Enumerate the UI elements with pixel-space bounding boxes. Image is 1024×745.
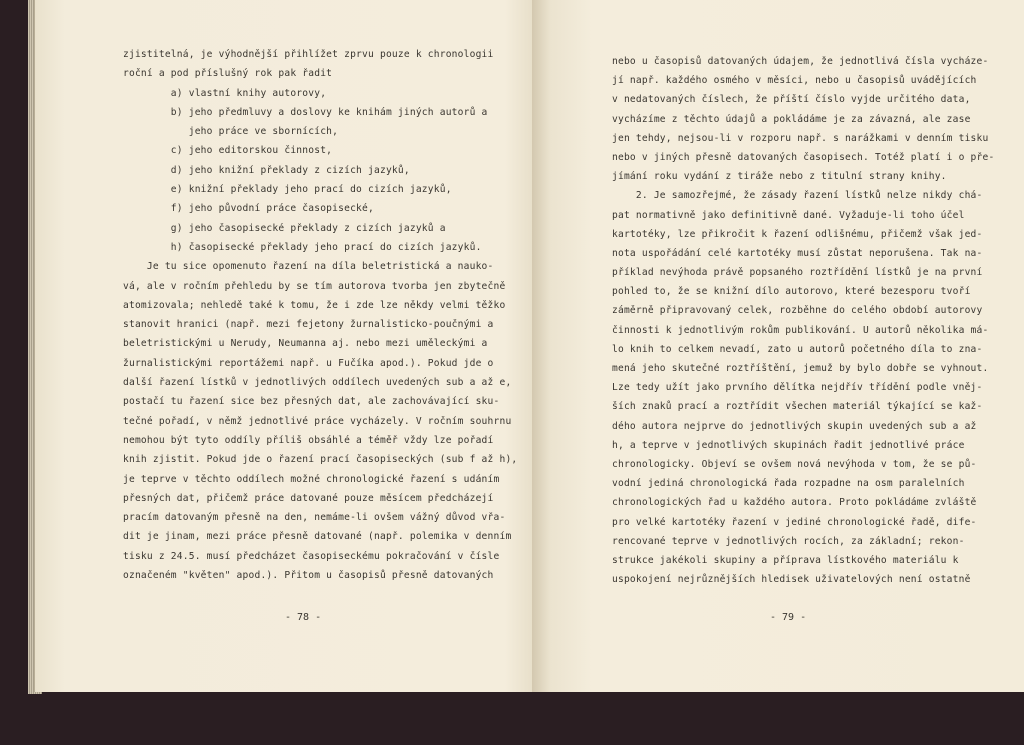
text-line: stanovit hranici (např. mezi fejetony žurnalisticko-poučnými a [123,319,494,331]
right-page-text [612,52,994,589]
text-line: pat normativně jako definitivně dané. Vyžaduje-li toho účel [612,209,965,221]
text-line: nebo u časopisů datovaných údajem, že jednotlivá čísla vycháze- [612,56,989,67]
open-book [14,0,1024,692]
text-line: dit je jinam, mezi práce přesně datované (např. polemika v denním [123,531,512,543]
text-line: jímání roku vydání z tiráže nebo z titulní strany knihy. [612,171,947,183]
text-line: zjistitelná, je výhodnější přihlížet zprvu pouze k chronologii [123,49,494,60]
text-line: atomizovala; nehledě také k tomu, že i zde lze někdy velmi těžko [123,299,506,311]
text-line: knih zjistit. Pokud jde o řazení prací časopiseckých (sub f až h), [123,454,518,466]
text-line: v nedatovaných číslech, že příští číslo vyjde určitého data, [612,94,971,106]
text-line: činnosti k jednotlivým rokům publikování. U autorů několika má- [612,324,989,336]
text-line: dého autora nejprve do jednotlivých skupin uvedených sub a až [612,420,977,432]
text-line: nemohou být tyto oddíly příliš obsáhlé a téměř vždy lze pořadí [123,434,494,446]
text-line: jí např. každého osmého v měsíci, nebo u časopisů uvádějících [612,75,977,87]
text-line: tisku z 24.5. musí předcházet časopiseckému pokračování v čísle [123,550,500,562]
left-page [34,0,546,692]
text-line: chronologicky. Objeví se ovšem nová nevýhoda v tom, že se pů- [612,458,977,470]
text-line: 2. Je samozřejmé, že zásady řazení lístků nelze nikdy chá- [612,190,983,202]
text-line: pro velké kartotéky řazení v jediné chronologické řadě, dife- [612,516,977,528]
text-line: uspokojení nejrůznějších hledisek uživatelových není ostatně [612,574,971,586]
text-line: jeho práce ve sbornících, [123,126,339,138]
text-line: označeném "květen" apod.). Přitom u časopisů přesně datovaných [123,570,494,582]
text-line: žurnalistickými reportážemi např. u Fučíka apod.). Pokud jde o [123,357,494,369]
text-line: je teprve v těchto oddílech možné chronologické řazení s udáním [123,473,500,485]
text-line: záměrně připravovaný celek, rozběhne do celého období autorovy [612,305,983,317]
left-page-text [123,45,517,585]
text-line: a) vlastní knihy autorovy, [123,87,327,99]
text-line: tečné pořadí, v němž jednotlivé práce vycházely. V ročním souhrnu [123,415,512,427]
text-line: postačí tu řazení sice bez přesných dat, ale zachovávající sku- [123,396,500,408]
text-line: vodní jediná chronologická řada rozpadne na osm paralelních [612,478,965,490]
text-line: strukce jakékoli skupiny a příprava lístkového materiálu k [612,554,959,566]
text-line: f) jeho původní práce časopisecké, [123,203,374,215]
text-line: d) jeho knižní překlady z cizích jazyků, [123,164,410,176]
text-line: c) jeho editorskou činnost, [123,145,333,157]
text-line: lo knih to celkem nevadí, zato u autorů početného díla to zna- [612,343,983,355]
text-line: vá, ale v ročním přehledu by se tím autorova tvorba jen zbytečně [123,280,506,292]
text-line: příklad nevýhoda právě popsaného roztřídění lístků je na první [612,267,983,279]
text-line: b) jeho předmluvy a doslovy ke knihám jiných autorů a [123,106,488,118]
text-line: nota uspořádání celé kartotéky musí zůstat neporušena. Tak na- [612,247,983,259]
text-line: Lze tedy užít jako prvního dělítka nejdřív třídění podle vněj- [612,382,983,394]
text-line: jen tehdy, nejsou-li v rozporu např. s narážkami v denním tisku [612,132,989,144]
text-line: mená jeho skutečné roztříštění, jemuž by bylo dobře se vyhnout. [612,363,989,374]
left-page-number: - 78 - [285,612,322,623]
text-line: h, a teprve v jednotlivých skupinách řadit jednotlivé práce [612,439,965,451]
text-line: rencované teprve v jednotlivých rocích, za základní; rekon- [612,535,965,547]
text-line: beletristickými u Nerudy, Neumanna aj. nebo mezi uměleckými a [123,338,488,350]
right-page [532,0,1024,692]
text-line: pohled to, že se knižní dílo autorovo, které bezesporu tvoří [612,286,971,298]
text-line: pracím datovaným přesně na den, nemáme-li ovšem vážný důvod vřa- [123,512,506,524]
text-line: h) časopisecké překlady jeho prací do cizích jazyků. [123,241,482,253]
text-line: další řazení lístků v jednotlivých oddílech uvedených sub a až e, [123,377,512,389]
right-page-number: - 79 - [770,612,807,623]
text-line: kartotéky, lze přikročit k řazení odlišnému, přičemž však jed- [612,228,983,240]
text-line: g) jeho časopisecké překlady z cizích jazyků a [123,222,446,234]
text-line: e) knižní překlady jeho prací do cizích jazyků, [123,184,452,196]
text-line: vycházíme z těchto údajů a pokládáme je za závazná, ale zase [612,113,971,125]
text-line: chronologických řad u každého autora. Proto pokládáme zvláště [612,497,977,509]
text-line: Je tu sice opomenuto řazení na díla beletristická a nauko- [123,261,494,273]
text-line: ších znaků prací a roztřídit všechen materiál týkající se kaž- [612,401,983,413]
text-line: nebo v jiných přesně datovaných časopisech. Totéž platí i o pře- [612,151,995,163]
text-line: přesných dat, přičemž práce datované pouze měsícem předcházejí [123,492,494,504]
text-line: roční a pod příslušný rok pak řadit [123,68,333,80]
